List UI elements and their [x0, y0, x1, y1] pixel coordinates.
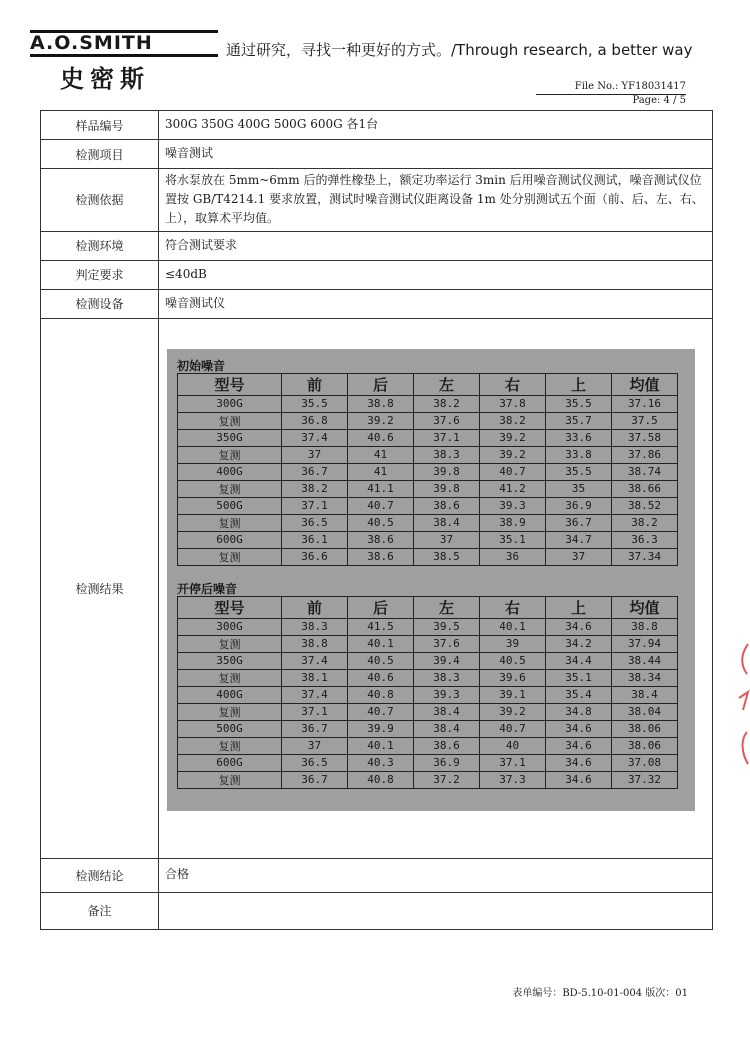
noise-value-cell: 38.3	[282, 618, 348, 635]
noise-value-cell: 40.5	[348, 652, 414, 669]
noise-value-cell: 37	[546, 548, 612, 565]
logo-chinese: 史密斯	[60, 65, 150, 93]
row-test-results	[41, 318, 713, 858]
conclusion-label: 检测结论	[41, 858, 159, 892]
noise-table-header	[178, 596, 678, 618]
noise-value-cell: 40.7	[480, 463, 546, 480]
row-equipment	[41, 289, 713, 318]
form-number: 表单编号：BD-5.10-01-004 版次：01	[512, 988, 688, 999]
noise-table-row	[178, 754, 678, 771]
noise-value-cell: 37	[414, 531, 480, 548]
noise-value-cell: 40.5	[480, 652, 546, 669]
noise-value-cell: 35.5	[546, 395, 612, 412]
noise-value-cell: 38.4	[414, 720, 480, 737]
noise-value-cell: 41	[348, 463, 414, 480]
noise-value-cell: 37.5	[612, 412, 678, 429]
noise-value-cell: 38.2	[480, 412, 546, 429]
test-item-label: 检测项目	[41, 140, 159, 169]
noise-value-cell: 38.6	[348, 531, 414, 548]
noise-value-cell: 37.4	[282, 429, 348, 446]
noise-model-cell: 复测	[178, 669, 282, 686]
noise-value-cell: 40.1	[348, 737, 414, 754]
noise-header-cell: 前	[282, 373, 348, 395]
noise-table-row	[178, 480, 678, 497]
noise-value-cell: 39.5	[414, 618, 480, 635]
requirement-value: ≤40dB	[159, 260, 713, 289]
noise-table-row	[178, 412, 678, 429]
noise-table-row	[178, 737, 678, 754]
noise-value-cell: 38.3	[414, 446, 480, 463]
noise-value-cell: 40.6	[348, 669, 414, 686]
noise-value-cell: 36	[480, 548, 546, 565]
noise-value-cell: 38.5	[414, 548, 480, 565]
noise-value-cell: 38.2	[414, 395, 480, 412]
noise-value-cell: 38.06	[612, 737, 678, 754]
noise-model-cell: 复测	[178, 548, 282, 565]
noise-model-cell: 350G	[178, 652, 282, 669]
noise-table-row	[178, 669, 678, 686]
noise-value-cell: 38.74	[612, 463, 678, 480]
noise-model-cell: 600G	[178, 754, 282, 771]
noise-value-cell: 38.4	[414, 703, 480, 720]
row-sample-id	[41, 111, 713, 140]
noise-value-cell: 37.16	[612, 395, 678, 412]
test-basis-label: 检测依据	[41, 169, 159, 232]
noise-model-cell: 复测	[178, 635, 282, 652]
noise-value-cell: 36.5	[282, 514, 348, 531]
noise-value-cell: 39.9	[348, 720, 414, 737]
noise-header-cell: 左	[414, 373, 480, 395]
row-remarks	[41, 892, 713, 929]
noise-scan-image	[167, 349, 695, 811]
noise-value-cell: 37.86	[612, 446, 678, 463]
equipment-value: 噪音测试仪	[159, 289, 713, 318]
noise-model-cell: 复测	[178, 446, 282, 463]
sample-id-value: 300G 350G 400G 500G 600G 各1台	[159, 111, 713, 140]
noise-table-row	[178, 429, 678, 446]
noise-value-cell: 36.1	[282, 531, 348, 548]
noise-value-cell: 38.6	[348, 548, 414, 565]
noise-value-cell: 35	[546, 480, 612, 497]
noise-value-cell: 36.7	[282, 771, 348, 788]
noise-value-cell: 37.94	[612, 635, 678, 652]
noise-value-cell: 38.2	[612, 514, 678, 531]
test-environment-value: 符合测试要求	[159, 231, 713, 260]
noise-value-cell: 34.6	[546, 720, 612, 737]
noise-model-cell: 350G	[178, 429, 282, 446]
noise-value-cell: 37.1	[282, 497, 348, 514]
noise-value-cell: 41.5	[348, 618, 414, 635]
noise-value-cell: 37.2	[414, 771, 480, 788]
noise-value-cell: 36.7	[282, 463, 348, 480]
after-cycling-noise-table	[177, 596, 678, 789]
noise-value-cell: 35.5	[546, 463, 612, 480]
noise-value-cell: 39.8	[414, 480, 480, 497]
noise-table-row	[178, 635, 678, 652]
noise-value-cell: 35.7	[546, 412, 612, 429]
noise-value-cell: 34.6	[546, 771, 612, 788]
after-cycling-noise-title: 开停后噪音	[177, 581, 238, 596]
noise-value-cell: 38.66	[612, 480, 678, 497]
noise-value-cell: 40.7	[348, 497, 414, 514]
noise-table-row	[178, 463, 678, 480]
noise-value-cell: 38.34	[612, 669, 678, 686]
noise-value-cell: 38.06	[612, 720, 678, 737]
noise-value-cell: 35.1	[546, 669, 612, 686]
noise-header-cell: 均值	[612, 373, 678, 395]
noise-value-cell: 36.9	[414, 754, 480, 771]
noise-model-cell: 复测	[178, 703, 282, 720]
noise-header-cell: 型号	[178, 596, 282, 618]
noise-header-cell: 均值	[612, 596, 678, 618]
logo-english: A.O.SMITH	[30, 30, 218, 57]
noise-value-cell: 38.8	[282, 635, 348, 652]
noise-table-row	[178, 652, 678, 669]
noise-value-cell: 35.5	[282, 395, 348, 412]
noise-value-cell: 37.6	[414, 635, 480, 652]
noise-model-cell: 复测	[178, 412, 282, 429]
noise-table-row	[178, 497, 678, 514]
sample-id-label: 样品编号	[41, 111, 159, 140]
noise-table-row	[178, 703, 678, 720]
noise-value-cell: 38.8	[348, 395, 414, 412]
noise-value-cell: 34.2	[546, 635, 612, 652]
noise-value-cell: 33.8	[546, 446, 612, 463]
noise-value-cell: 40.3	[348, 754, 414, 771]
page-number: Page: 4 / 5	[632, 95, 686, 106]
noise-value-cell: 37	[282, 446, 348, 463]
row-test-environment	[41, 231, 713, 260]
noise-model-cell: 复测	[178, 514, 282, 531]
noise-value-cell: 37	[282, 737, 348, 754]
test-report-table	[40, 110, 713, 930]
noise-value-cell: 40.7	[348, 703, 414, 720]
noise-value-cell: 34.6	[546, 737, 612, 754]
noise-value-cell: 39.3	[480, 497, 546, 514]
noise-header-cell: 上	[546, 596, 612, 618]
noise-value-cell: 37.4	[282, 652, 348, 669]
noise-header-cell: 型号	[178, 373, 282, 395]
noise-value-cell: 37.58	[612, 429, 678, 446]
noise-value-cell: 38.04	[612, 703, 678, 720]
noise-value-cell: 39.2	[480, 446, 546, 463]
noise-value-cell: 41.1	[348, 480, 414, 497]
row-conclusion	[41, 858, 713, 892]
noise-model-cell: 复测	[178, 480, 282, 497]
row-test-item	[41, 140, 713, 169]
noise-value-cell: 39.4	[414, 652, 480, 669]
noise-value-cell: 39.1	[480, 686, 546, 703]
noise-value-cell: 37.34	[612, 548, 678, 565]
noise-model-cell: 500G	[178, 720, 282, 737]
noise-value-cell: 37.08	[612, 754, 678, 771]
noise-value-cell: 38.2	[282, 480, 348, 497]
test-basis-value: 将水泵放在 5mm~6mm 后的弹性橡垫上，额定功率运行 3min 后用噪音测试仪测试，噪音测试仪位置按 GB/T4214.1 要求放置，测试时噪音测试仪距离设备 1m 处分别测试五个面（前、后、左、右、上），取算术平均值。	[159, 169, 713, 232]
noise-value-cell: 37.6	[414, 412, 480, 429]
initial-noise-title: 初始噪音	[177, 358, 226, 373]
row-test-basis	[41, 169, 713, 232]
noise-value-cell: 34.6	[546, 618, 612, 635]
noise-value-cell: 34.6	[546, 754, 612, 771]
noise-header-cell: 右	[480, 596, 546, 618]
noise-header-cell: 上	[546, 373, 612, 395]
noise-model-cell: 400G	[178, 463, 282, 480]
noise-header-cell: 后	[348, 373, 414, 395]
test-results-cell	[159, 318, 713, 858]
noise-header-cell: 前	[282, 596, 348, 618]
noise-value-cell: 36.8	[282, 412, 348, 429]
noise-value-cell: 37.4	[282, 686, 348, 703]
noise-value-cell: 40.7	[480, 720, 546, 737]
noise-value-cell: 41	[348, 446, 414, 463]
company-slogan: 通过研究，寻找一种更好的方式。/Through research, a better way	[226, 41, 693, 59]
red-stamp-fragment	[735, 640, 750, 770]
noise-value-cell: 38.4	[612, 686, 678, 703]
noise-value-cell: 38.52	[612, 497, 678, 514]
noise-table-row	[178, 771, 678, 788]
noise-value-cell: 37.3	[480, 771, 546, 788]
equipment-label: 检测设备	[41, 289, 159, 318]
noise-value-cell: 39.6	[480, 669, 546, 686]
noise-value-cell: 34.4	[546, 652, 612, 669]
noise-value-cell: 40.1	[348, 635, 414, 652]
noise-value-cell: 38.9	[480, 514, 546, 531]
file-number: File No.: YF18031417	[536, 81, 686, 95]
noise-value-cell: 35.1	[480, 531, 546, 548]
requirement-label: 判定要求	[41, 260, 159, 289]
noise-value-cell: 37.1	[480, 754, 546, 771]
noise-model-cell: 400G	[178, 686, 282, 703]
noise-value-cell: 37.1	[282, 703, 348, 720]
noise-table-row	[178, 618, 678, 635]
noise-value-cell: 36.9	[546, 497, 612, 514]
noise-value-cell: 36.7	[282, 720, 348, 737]
noise-value-cell: 37.32	[612, 771, 678, 788]
noise-value-cell: 35.4	[546, 686, 612, 703]
noise-table-row	[178, 446, 678, 463]
noise-value-cell: 40.1	[480, 618, 546, 635]
noise-value-cell: 38.3	[414, 669, 480, 686]
noise-value-cell: 34.7	[546, 531, 612, 548]
noise-model-cell: 复测	[178, 771, 282, 788]
row-requirement	[41, 260, 713, 289]
noise-header-cell: 后	[348, 596, 414, 618]
noise-model-cell: 300G	[178, 618, 282, 635]
noise-value-cell: 39.2	[480, 429, 546, 446]
noise-value-cell: 36.6	[282, 548, 348, 565]
noise-model-cell: 复测	[178, 737, 282, 754]
noise-value-cell: 36.7	[546, 514, 612, 531]
noise-value-cell: 40.8	[348, 686, 414, 703]
noise-model-cell: 600G	[178, 531, 282, 548]
noise-header-cell: 右	[480, 373, 546, 395]
remarks-label: 备注	[41, 892, 159, 929]
noise-table-row	[178, 548, 678, 565]
noise-value-cell: 36.5	[282, 754, 348, 771]
test-environment-label: 检测环境	[41, 231, 159, 260]
noise-table-header	[178, 373, 678, 395]
noise-value-cell: 40.8	[348, 771, 414, 788]
noise-header-cell: 左	[414, 596, 480, 618]
noise-value-cell: 34.8	[546, 703, 612, 720]
test-item-value: 噪音测试	[159, 140, 713, 169]
noise-model-cell: 500G	[178, 497, 282, 514]
noise-table-row	[178, 395, 678, 412]
noise-value-cell: 37.1	[414, 429, 480, 446]
noise-value-cell: 39	[480, 635, 546, 652]
noise-value-cell: 33.6	[546, 429, 612, 446]
test-results-label: 检测结果	[41, 318, 159, 858]
noise-table-row	[178, 514, 678, 531]
noise-value-cell: 38.6	[414, 497, 480, 514]
noise-value-cell: 40	[480, 737, 546, 754]
noise-value-cell: 38.1	[282, 669, 348, 686]
noise-value-cell: 38.6	[414, 737, 480, 754]
initial-noise-table	[177, 373, 678, 566]
noise-value-cell: 40.5	[348, 514, 414, 531]
noise-value-cell: 39.2	[480, 703, 546, 720]
noise-value-cell: 38.4	[414, 514, 480, 531]
noise-value-cell: 39.3	[414, 686, 480, 703]
conclusion-value: 合格	[159, 858, 713, 892]
noise-table-row	[178, 686, 678, 703]
noise-value-cell: 36.3	[612, 531, 678, 548]
noise-value-cell: 40.6	[348, 429, 414, 446]
noise-value-cell: 41.2	[480, 480, 546, 497]
noise-model-cell: 300G	[178, 395, 282, 412]
remarks-value	[159, 892, 713, 929]
noise-value-cell: 38.44	[612, 652, 678, 669]
noise-value-cell: 37.8	[480, 395, 546, 412]
noise-value-cell: 38.8	[612, 618, 678, 635]
company-logo	[30, 30, 218, 94]
noise-table-row	[178, 531, 678, 548]
noise-value-cell: 39.8	[414, 463, 480, 480]
noise-value-cell: 39.2	[348, 412, 414, 429]
noise-table-row	[178, 720, 678, 737]
